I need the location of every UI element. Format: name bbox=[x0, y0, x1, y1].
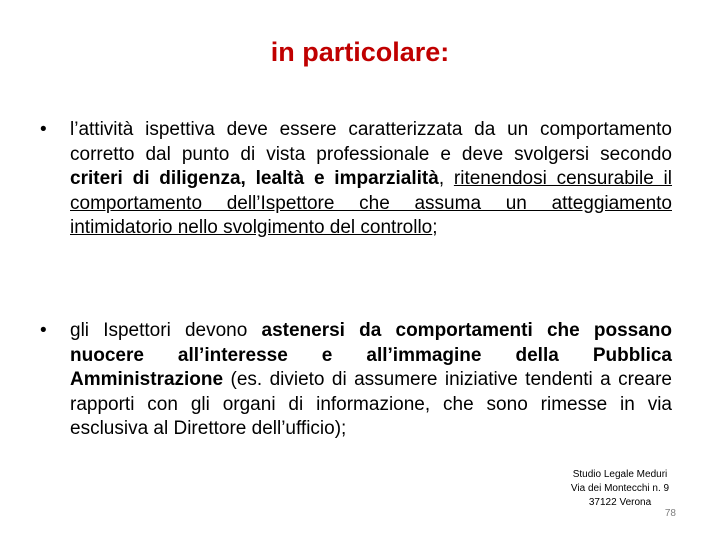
bullet-1-text-part-3: , bbox=[438, 168, 454, 189]
bullet-text-1 bbox=[70, 118, 672, 241]
footer-line-city: 37122 Verona bbox=[588, 497, 652, 508]
bullet-dot: • bbox=[40, 119, 47, 140]
bullet-1-underlined-phrase: ritenendosi censurabile il comportamento dell’Ispettore che assuma un atteggiamento intimidatorio nello svolgimento del controllo bbox=[70, 168, 673, 238]
bullet-2-text-part-3: (es. divieto di assumere iniziative tendenti a creare rapporti con gli organi di informazione, che sono rimesse in via esclusiva al Direttore dell’ufficio); bbox=[70, 369, 672, 439]
bullet-1-text-part-1: l’attività ispettiva deve essere caratterizzata da un comportamento corretto dal punto di vista professionale e deve svolgersi secondo bbox=[70, 119, 672, 165]
bullet-1-bold-criteria: criteri di diligenza, lealtà e imparzialità bbox=[70, 168, 439, 189]
bullet-dot: • bbox=[40, 320, 47, 341]
bullet-2-bold-phrase: astenersi da comportamenti che possano nuocere all’interesse e all’immagine della Pubblica Amministrazione bbox=[70, 320, 672, 390]
footer-line-street: Via dei Montecchi n. 9 bbox=[570, 483, 670, 494]
bullet-2-text-part-1: gli Ispettori devono bbox=[70, 320, 262, 341]
bullet-1-text-part-5: ; bbox=[432, 217, 438, 238]
page-number: 78 bbox=[664, 508, 676, 519]
bullet-item-2 bbox=[42, 319, 672, 442]
footer-line-firm: Studio Legale Meduri bbox=[572, 469, 668, 480]
footer-address bbox=[520, 468, 720, 510]
bullet-item-1 bbox=[42, 118, 672, 241]
slide-title: in particolare: bbox=[270, 37, 450, 67]
bullet-text-2 bbox=[70, 319, 672, 442]
